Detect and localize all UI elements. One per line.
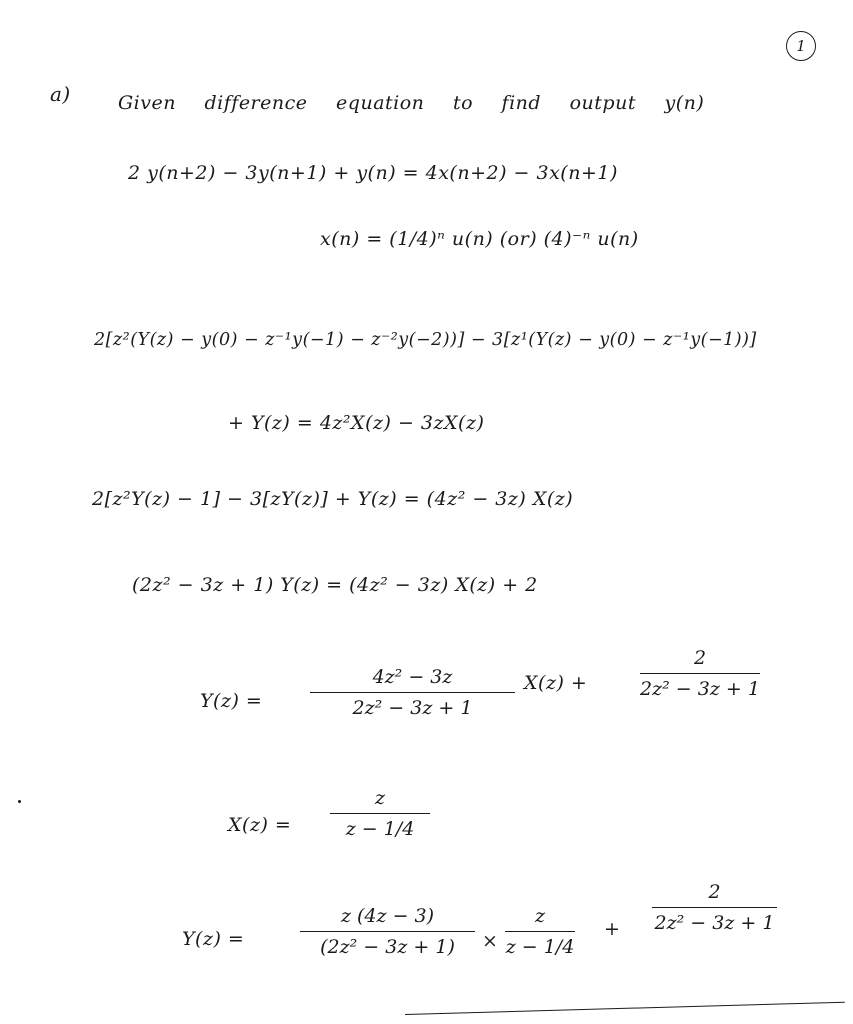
difference-equation: 2 y(n+2) − 3y(n+1) + y(n) = 4x(n+2) − 3x(n+1) <box>128 162 618 184</box>
fraction-bar <box>652 907 777 908</box>
intro-text: Given difference equation to find output y(n) <box>118 92 705 114</box>
input-definition: x(n) = (1/4)ⁿ u(n) (or) (4)⁻ⁿ u(n) <box>320 228 639 250</box>
final-numerator-1: z (4z − 3) <box>340 905 435 927</box>
xz-denominator: z − 1/4 <box>345 818 415 840</box>
yz-denominator: 2z² − 3z + 1 <box>352 697 473 719</box>
underline-rule <box>405 1002 845 1015</box>
final-numerator-2: z <box>534 905 545 927</box>
final-fraction-2 <box>505 904 575 959</box>
fraction-bar <box>505 931 575 932</box>
page-number-circle <box>786 31 816 61</box>
times-sign: × <box>482 930 499 952</box>
final-numerator-3: 2 <box>708 881 721 903</box>
final-denominator-2: z − 1/4 <box>505 936 575 958</box>
z-transform-line-1: 2[z²(Y(z) − y(0) − z⁻¹y(−1) − z⁻²y(−2))] − 3[z¹(Y(z) − y(0) − z⁻¹y(−1))] <box>94 330 757 350</box>
final-fraction-3 <box>652 880 777 935</box>
yz-numerator: 4z² − 3z <box>372 666 453 688</box>
plus-sign: + <box>604 918 621 940</box>
yz-lhs: Y(z) = <box>200 690 263 712</box>
yz-extra-denominator: 2z² − 3z + 1 <box>640 678 760 700</box>
xz-lhs: X(z) = <box>228 814 292 836</box>
final-lhs: Y(z) = <box>182 928 245 950</box>
yz-extra-fraction <box>640 646 760 701</box>
fraction-bar <box>310 692 515 693</box>
substituted-equation: 2[z²Y(z) − 1] − 3[zY(z)] + Y(z) = (4z² − 3z) X(z) <box>92 488 574 510</box>
yz-factor: X(z) + <box>524 672 588 694</box>
fraction-bar <box>330 813 430 814</box>
page-number: 1 <box>796 37 806 55</box>
yz-fraction <box>310 665 515 720</box>
part-label: a) <box>50 82 71 106</box>
fraction-bar <box>640 673 760 674</box>
final-denominator-1: (2z² − 3z + 1) <box>320 936 455 958</box>
xz-numerator: z <box>374 787 385 809</box>
fraction-bar <box>300 931 475 932</box>
stray-ink-mark <box>18 800 21 803</box>
collected-equation: (2z² − 3z + 1) Y(z) = (4z² − 3z) X(z) + 2 <box>132 574 538 596</box>
final-denominator-3: 2z² − 3z + 1 <box>654 912 775 934</box>
yz-extra-numerator: 2 <box>693 647 707 669</box>
z-transform-line-2: + Y(z) = 4z²X(z) − 3zX(z) <box>228 412 485 434</box>
xz-fraction <box>330 786 430 841</box>
final-fraction-1 <box>300 904 475 959</box>
